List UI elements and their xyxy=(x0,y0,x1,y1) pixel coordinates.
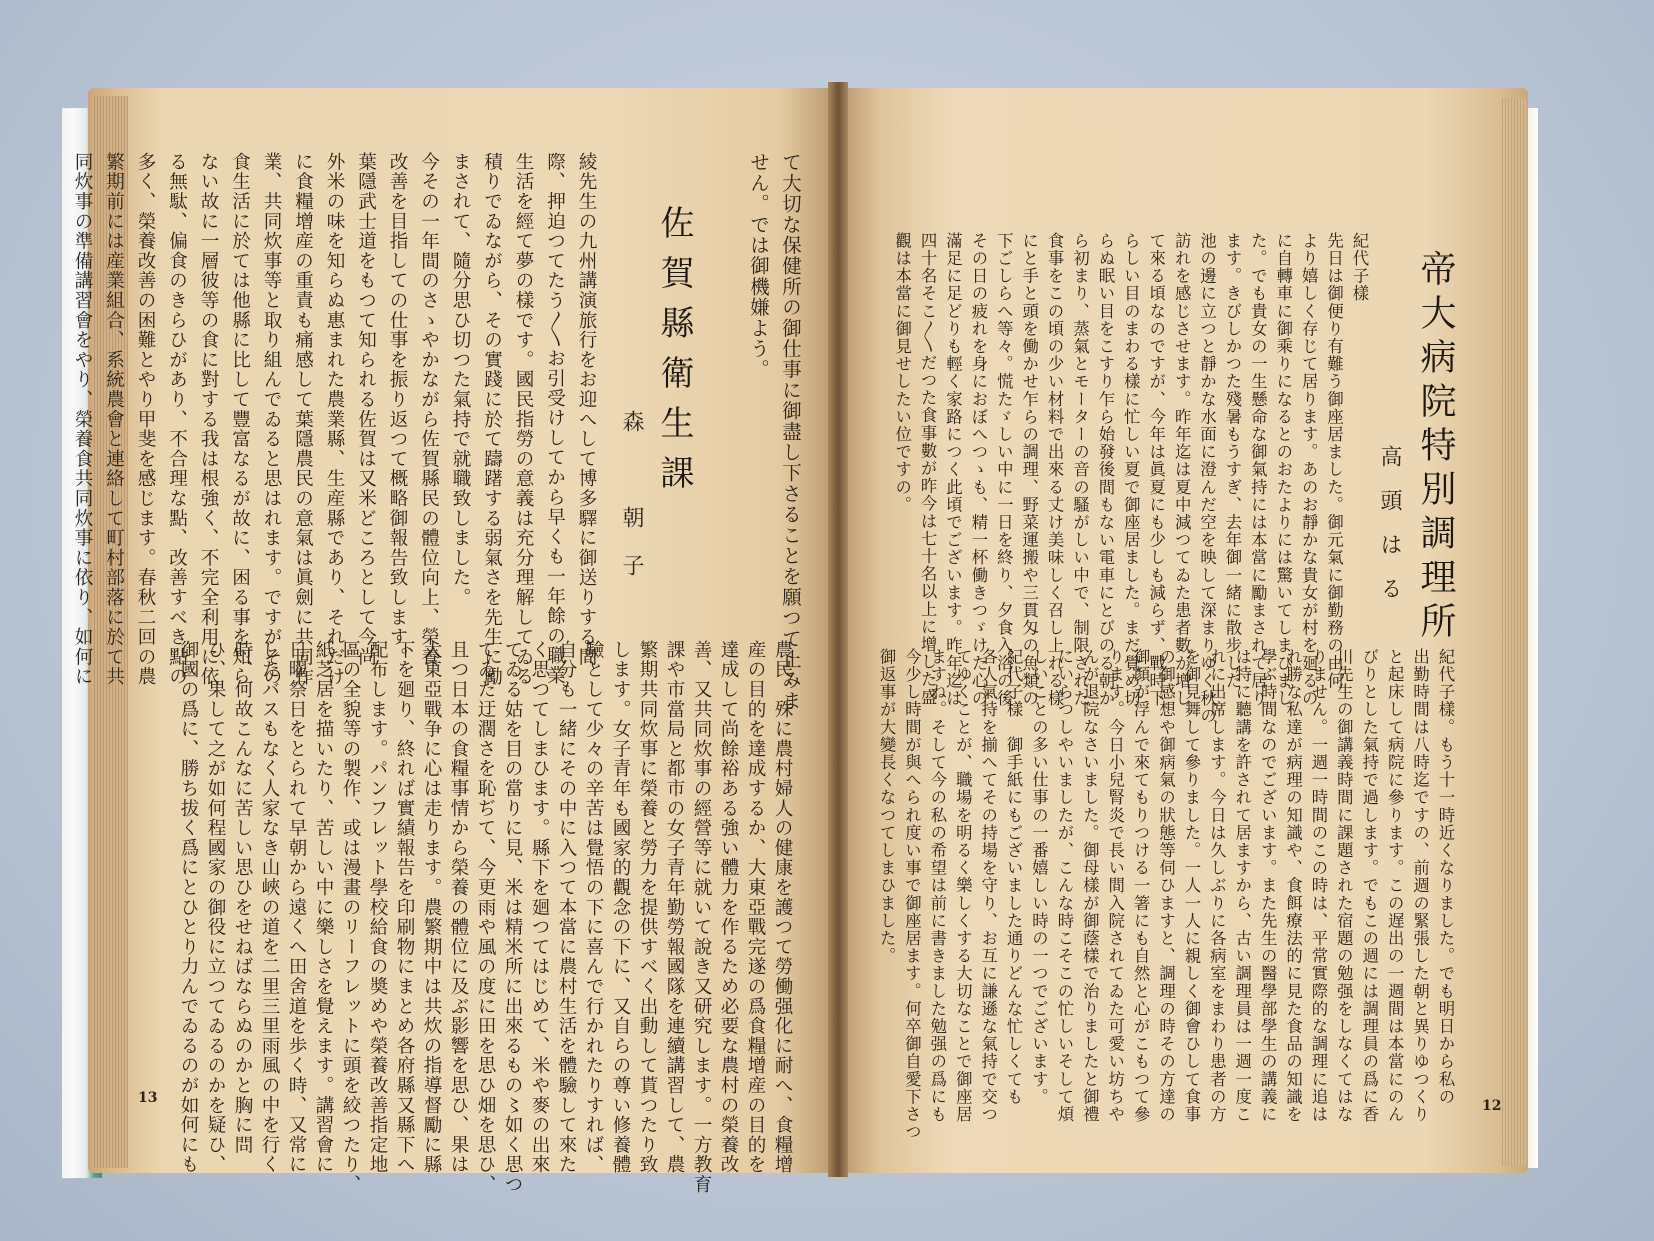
text-line: 積りでゐながら、その實踐に於て躊躇する弱氣さを先生に勵 xyxy=(481,152,503,687)
text-line: れに出席します。今日は久しぶりに各病室をまわり患者の方 xyxy=(1207,648,1227,1124)
text-line: 紀代子樣 xyxy=(1350,232,1369,303)
text-line: 御顏が浮んで來てもりつける一箸にも自然と心がこもつて參 xyxy=(1131,648,1151,1124)
text-line: 下を廻り、終れば實績報告を印刷物にまとめ各府縣又縣下へ xyxy=(394,640,415,1175)
text-line: 池の邊に立つと靜かな水面に澄んだ空を映して深まりゆく秋の xyxy=(1197,232,1217,725)
text-line: 食生活に於ては他縣に比して豐富なるが故に、困る事を知ら xyxy=(229,152,251,687)
text-line: く思つてしまひます。縣下を廻つてはじめて、米や麥の出來 xyxy=(529,640,550,1175)
text-line: 配布します。パンフレット學校給食の奬めや榮養改善指定地 xyxy=(367,640,388,1175)
article-title: 佐賀縣衛生課 xyxy=(654,205,694,505)
text-line: 下ごしらへ等々。慌たゞしい中に一日を終り、夕食入浴の後 xyxy=(994,232,1014,708)
text-line: より嬉しく存じて居ります。あのお靜かな貴女が村を廻るの xyxy=(1299,232,1319,708)
text-line: 際、押迫つてたう〳〵お引受けしてから早くも一年餘の職業 xyxy=(544,152,566,686)
text-line: 課や市當局と都市の女子青年勤勞報國隊を連續講習して、農 xyxy=(664,640,685,1175)
text-line: ら初まり、蒸氣とモーターの音の騷がしい中で、制限された xyxy=(1070,232,1090,708)
text-line: しいことの多い仕事の一番嬉しい時の一つでございます。 xyxy=(1029,648,1049,1106)
text-line: 今その一年間のさゝやかながら佐賀縣民の體位向上、榮養 xyxy=(418,152,440,667)
text-line: びりとした氣持で過します。でもこの週には調理員の爲に香 xyxy=(1359,648,1379,1124)
text-line: 紀代子樣 御手紙にもございました通りどんな忙しくても xyxy=(1004,648,1024,1106)
text-line: 改善を目指しての仕事を振り返つて概略御報告致します。 xyxy=(387,152,408,667)
text-line: したバスもなく人家なき山峽の道を二里三里雨風の中を行く xyxy=(259,640,280,1175)
page-stack-right xyxy=(1500,98,1526,1166)
text-line: 四十名そこ〳〵だつた食事數が昨今は七十名以上に增した盛 xyxy=(918,232,938,706)
text-line: 食事をこの頃の少い材料で出來る丈け美味しく召し上れる樣 xyxy=(1045,232,1065,708)
text-line: 生活を經て夢の樣です。國民指勞の意義は充分理解してゐる xyxy=(513,152,534,687)
text-line: 業、共同炊事等と取り組んでゐると思はれます。ですがその xyxy=(261,152,282,687)
text-line: ない故に一層彼等の食に對する我は根強く、不完全利用に依 xyxy=(198,152,219,687)
article-author: 森 朝子 xyxy=(619,410,644,602)
text-line: せん。では御機嫌よう。 xyxy=(747,152,770,380)
text-line: てゐる姑を目の當りに見、米は精米所に出來るもの〻如く思つ xyxy=(502,640,523,1195)
text-line: らぬ眠い目をこすり乍ら始發後間もない電車にとびのる朝か xyxy=(1095,232,1115,708)
page-number-left: 13 xyxy=(138,1090,158,1106)
article-title-right: 帝大病院特別調理所 xyxy=(1415,250,1456,646)
text-line: れ勝な私達が病理の知識や、食餌療法的に見た食品の知識を xyxy=(1283,648,1303,1124)
text-line: りません。一週一時間のこの時は、平常實際的な調理に追は xyxy=(1308,648,1328,1124)
text-line: てゆくことが、職場を明るく樂しくする大切なことで御座居 xyxy=(953,648,973,1124)
book-gutter xyxy=(828,82,848,1177)
left-top-body xyxy=(67,152,603,687)
text-line: て大切な保健所の御仕事に御盡し下さることを願つて止みま xyxy=(779,152,802,711)
text-line: 綾先生の九州講演旅行をお迎へして博多驛に御送りする間 xyxy=(576,152,597,667)
text-line: します。女子青年も國家的觀念の下に、又自らの尊い修養體 xyxy=(610,640,631,1175)
left-intro-text xyxy=(742,152,806,711)
text-line: た。でも貴女の一生懸命な御氣持には本當に勵まされて居り xyxy=(1248,232,1268,708)
text-line: 御返事が大變長くなつてしまひました。 xyxy=(877,648,897,965)
text-line: る無駄、偏食のきらひがあり、不合理な點、改善すべき點の xyxy=(166,152,188,687)
text-line: 紙芝居を描いたり、苦しい中に樂しさを覺えます。講習會に xyxy=(313,640,334,1175)
text-line: にいらつしやいましたが、こんな時こそこの忙しいそして煩 xyxy=(1054,648,1074,1124)
text-line: にと手と頭を働かせ乍らの調理、野菜運搬や三貫匁の魚類の xyxy=(1019,232,1039,708)
text-line: 同炊事の準備講習會をやり、榮養食共同炊事に依り、如何に xyxy=(72,152,93,687)
right-bottom-body xyxy=(874,648,1458,1141)
text-line: て來る頃なのですが、今年は眞夏にも少しも減らず、戰時下 xyxy=(1146,232,1166,708)
text-line: 驗として少々の辛苦は覺悟の下に喜んで行かれたりすれば、 xyxy=(583,640,604,1175)
text-line: まされて、隨分思ひ切つた氣持で就職致しました。 xyxy=(450,152,471,608)
text-line: 時、何故こんなに苦しい思ひをせねばならぬのかと胸に問 xyxy=(232,640,253,1155)
text-line: 多く、榮養改善の困難とやり甲斐を感じます。春秋二回の農 xyxy=(135,152,156,687)
text-line: ますね。そして今の私の希望は前に書きました勉强の爲にも xyxy=(927,648,947,1124)
text-line: 今少し時間が與へられ度い事で御座居ます。何卒御自愛下さつ xyxy=(902,648,922,1141)
text-line: 滿足に足どりも輕く家路につく此頃でございます。昨年迄は xyxy=(943,232,963,708)
text-line: 善、又共同炊事の經營等に就いて說き又研究します。一方教育 xyxy=(691,640,712,1195)
article-author-right: 高頭はる xyxy=(1377,445,1402,621)
text-line: ります。今日小兒腎炎で長い間入院されてゐた可愛い坊ちや xyxy=(1105,648,1125,1124)
text-line: 訪れを感じさせます。昨年迄は夏中減つてゐた患者數が增し xyxy=(1172,232,1192,708)
text-line: 大東亞戰争に心は走ります。農繁期中は共炊の指導督勵に縣 xyxy=(421,640,442,1175)
text-line: 學ぶ時間なのでございます。また先生の醫學部學生の講義に xyxy=(1258,648,1278,1124)
text-line: 繁期共同炊事に榮養と勞力を提供すべく出動して貰つたり致 xyxy=(637,640,658,1175)
text-line: 紀代子樣。もう十一時近くなりました。でも明日から私の xyxy=(1436,648,1455,1106)
text-line: は特に聽講を許されて居ますから、古い調理員は一週一度こ xyxy=(1232,648,1252,1124)
text-line: 産の目的を達成するか、大東亞戰完遂の爲食糧增産の目的を xyxy=(745,640,766,1175)
right-top-body xyxy=(889,232,1372,725)
text-line: 觀は本當に御見せしたい位ですの。 xyxy=(892,232,912,514)
text-line: を御見舞して參りました。一人一人に親しく御會ひして食事 xyxy=(1181,648,1201,1124)
text-line: らしい目のまわる樣に忙しい夏で御座居ました。まだ覺め切 xyxy=(1121,232,1141,708)
text-line: 外米の味を知らぬ惠まれた農業縣、生産縣であり、それだけ xyxy=(324,152,345,687)
text-line: に自轉車に御乘りになるとのおたよりには驚いてしまひまし xyxy=(1273,232,1293,708)
text-line: ひ、果して之が如何程國家の御役に立つてゐるのかを疑ひ、 xyxy=(205,640,226,1175)
text-line: 各人氣持を揃へてその持場を守り、お互に謙遜な氣持で交つ xyxy=(978,648,998,1124)
text-line: と起床して病院に參ります。この遅出の一週間は本當にのん xyxy=(1385,648,1405,1124)
text-line: 區の全貌等の製作、或は漫畫のリーフレットに頭を絞つたり、 xyxy=(340,640,361,1195)
text-line: 自分も一緒にその中に入つて本當に農村生活を體驗して來た xyxy=(556,640,577,1175)
text-line: 農民、殊に農村婦人の健康を護つて勞働强化に耐へ、食糧增 xyxy=(772,640,793,1175)
text-line: 葉隱武士道をもつて知られる佐賀は又米どころとして今尚 xyxy=(355,152,377,667)
text-line: ます。きびしかつた殘暑もうすぎ、去年御一緒に散步した xyxy=(1222,232,1242,690)
text-line: に食糧增産の重責も痛感して葉隱農民の意氣は眞劍に共同作 xyxy=(292,152,314,687)
text-line: の御感想や御病氣の狀態等伺ひますと、調理の時その方達の xyxy=(1156,648,1176,1124)
text-line: てゐた迂濶さを恥ぢて、今更雨や風の度に田を思ひ畑を思ひ、 xyxy=(475,640,496,1195)
text-line: 川先生の御講義時間に課題された宿題の勉强をしなくてはな xyxy=(1334,648,1354,1124)
text-line: んが退院なさいました。御母樣が御蔭樣で治りましたと御禮 xyxy=(1080,648,1100,1124)
text-line: 先日は御便り有難う御座居ました。御元氣に御勤務の由何 xyxy=(1324,232,1344,690)
page-number-right: 12 xyxy=(1482,1098,1502,1114)
text-line: 日曜祭日をとられて早朝から遠くへ田舍道を歩く時、又常に xyxy=(286,640,307,1175)
text-line: 達成して尚餘裕ある強い體力を作るため必要な農村の榮養改 xyxy=(718,640,739,1175)
text-line: 繁期前には産業組合、系統農會と連絡して町村部落に於て共 xyxy=(103,152,125,687)
text-line: 御國の爲に、勝ち拔く爲にとひとり力んでゐるのが如何にも xyxy=(178,640,199,1175)
text-line: その日の疲れを身におぼへつゝも、精一杯働きつゞけた心の xyxy=(968,232,988,708)
left-bottom-body xyxy=(175,640,796,1195)
text-line: 出勤時間は八時迄ですの、前週の緊張した朝と異りゆつくり xyxy=(1410,648,1430,1124)
text-line: 且つ日本の食糧事情から榮養の體位に及ぶ影響を思ひ、果は xyxy=(448,640,469,1175)
